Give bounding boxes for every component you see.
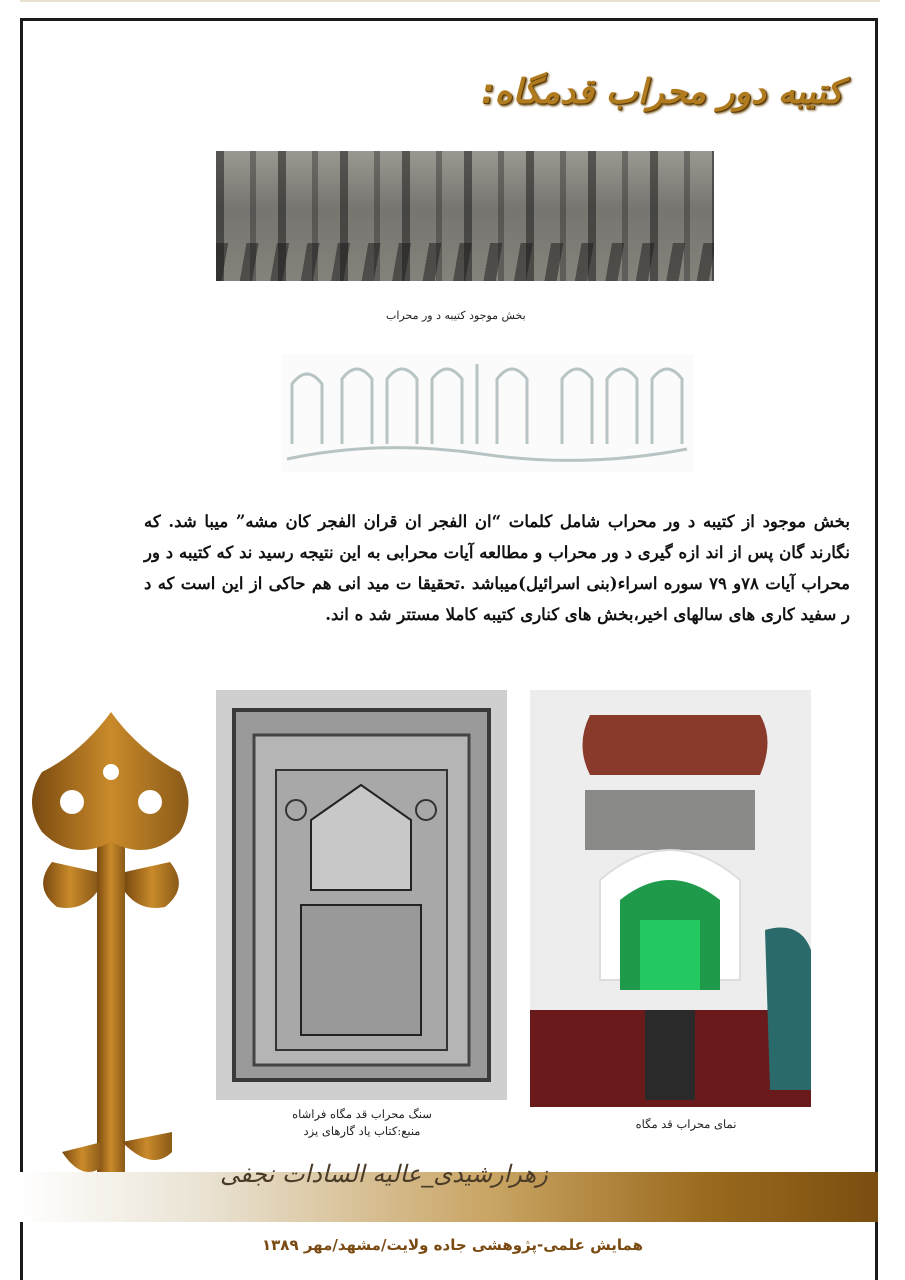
ornament-decoration bbox=[22, 712, 197, 1192]
page-title: کتیبه دور محراب قدمگاه: bbox=[481, 72, 843, 112]
footer-conference: همایش علمی-پژوهشی جاده ولایت/مشهد/مهر ۱۳۸۹ bbox=[262, 1236, 643, 1254]
stone-mihrab-caption-line1: سنگ محراب قد مگاه فراشاه bbox=[292, 1107, 432, 1121]
stone-mihrab-photo bbox=[216, 690, 507, 1100]
mihrab-view-photo bbox=[530, 690, 811, 1107]
stone-mihrab-caption bbox=[272, 1106, 452, 1140]
top-rule bbox=[20, 0, 880, 2]
author-signature: زهرارشیدی_عالیه السادات نجفی bbox=[220, 1160, 548, 1188]
body-paragraph: بخش موجود از کتیبه د ور محراب شامل کلمات “ان الفجر ان قران الفجر کان مشه” میبا شد. که نگارند گان پس از اند ازه گیری د ور محراب و مطالعه آیات محرابی به این نتیجه رسید ند که کتیبه د ور محراب آیات ۷۸و ۷۹ سوره اسراء(بنی اسرائیل)میباشد .تحقیقا ت مید انی هم حاکی از این است که د ر سفید کاری های سالهای اخیر،بخش های کناری کتیبه کاملا مستتر شد ه اند. bbox=[144, 512, 851, 624]
inscription-photo bbox=[216, 151, 714, 281]
inscription-caption: بخش موجود کتیبه د ور محراب bbox=[386, 309, 526, 322]
mihrab-view-caption: نمای محراب قد مگاه bbox=[635, 1117, 737, 1131]
inscription-sketch bbox=[282, 354, 693, 472]
stone-mihrab-caption-line2: منبع:کتاب یاد گارهای یزد bbox=[303, 1124, 421, 1138]
